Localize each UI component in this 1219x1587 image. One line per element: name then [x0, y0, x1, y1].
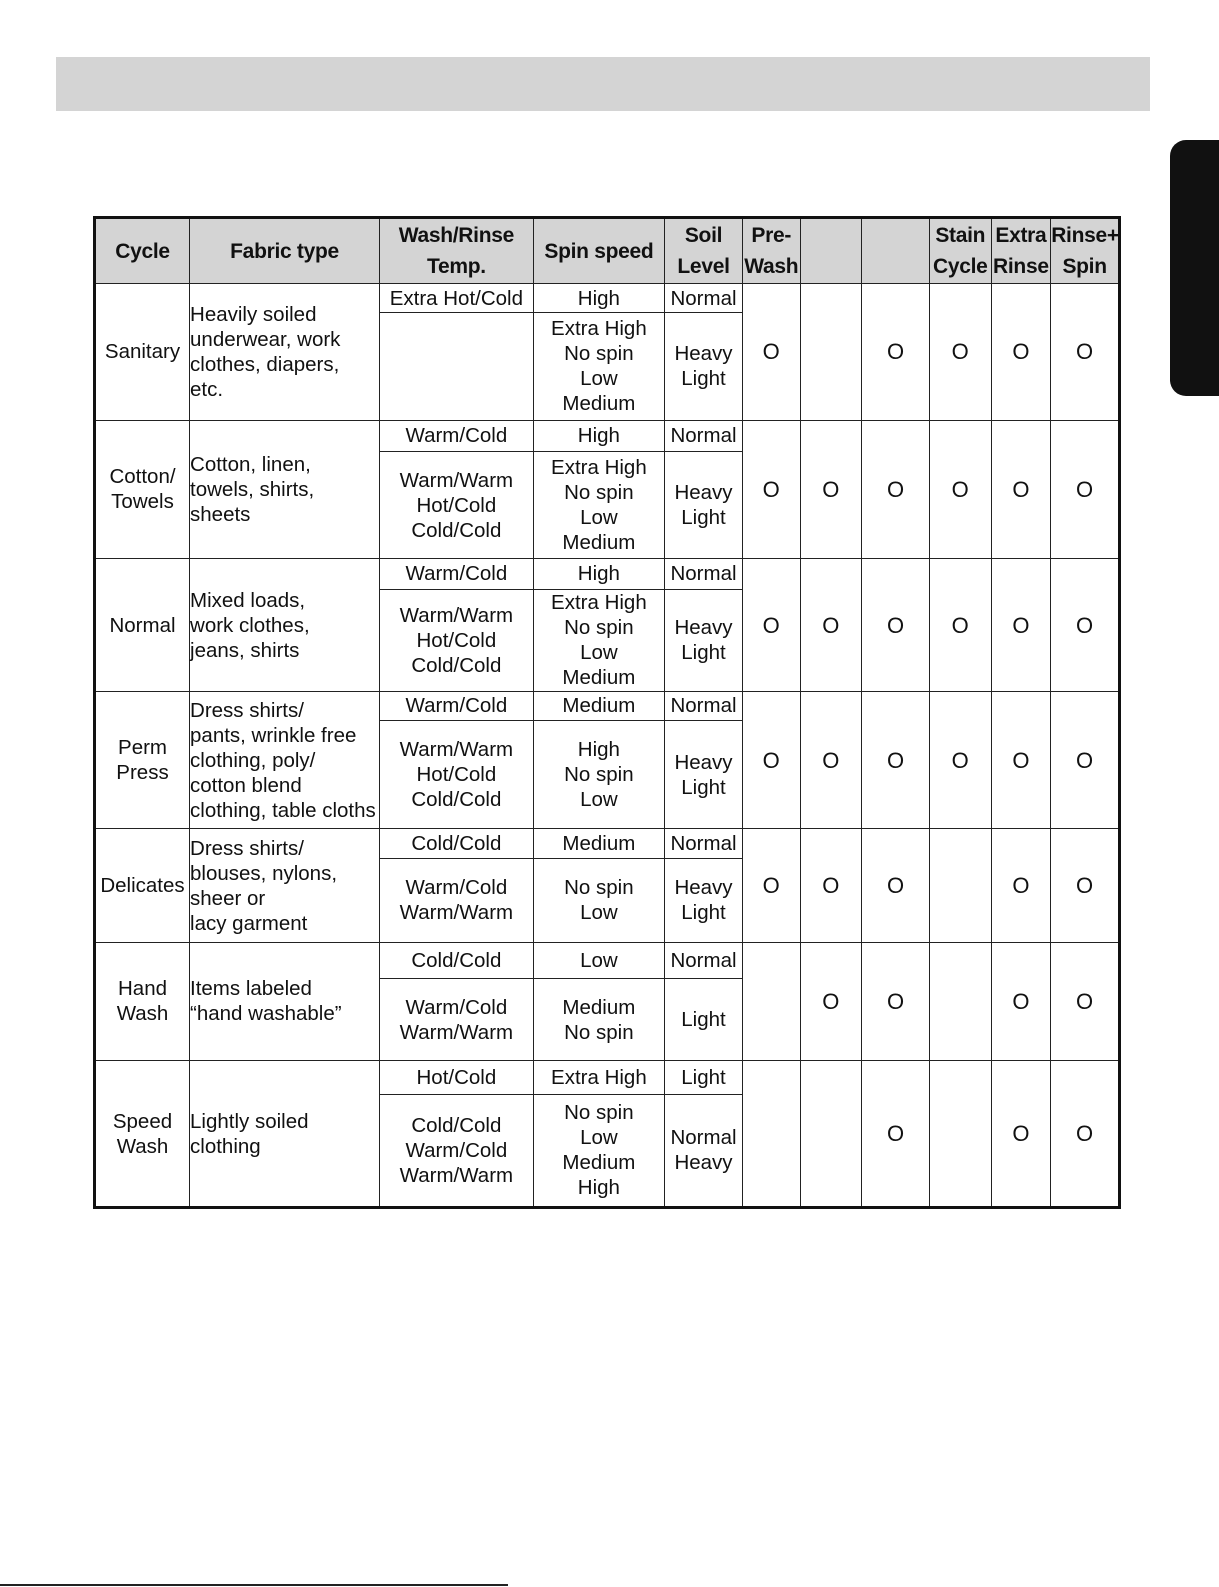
other-spins — [533, 451, 664, 558]
other-temp-line: Warm/Warm — [399, 1163, 514, 1187]
other-soil-line: Heavy — [674, 750, 733, 774]
option-prewash: O — [742, 559, 800, 692]
option-rinse-spin: O — [1051, 284, 1120, 421]
other-spin-line: No spin — [564, 481, 634, 505]
fabric-type-line: Cotton, linen, — [190, 452, 311, 476]
option-stain-cycle: O — [929, 284, 991, 421]
option-extra-rinse: O — [991, 559, 1051, 692]
fabric-type-line: Lightly soiled — [190, 1109, 309, 1133]
default-soil-line: Light — [681, 1065, 726, 1089]
other-spin-line: No spin — [564, 1101, 634, 1125]
default-spin-line: Medium — [562, 694, 636, 718]
option-extra-rinse: O — [991, 420, 1051, 559]
other-soil-line: Light — [681, 901, 726, 925]
other-temp-line: Warm/Cold — [405, 995, 508, 1019]
wash-cycle-table — [93, 216, 1121, 1209]
default-spin — [533, 942, 664, 978]
fabric-type-line: Heavily soiled — [190, 302, 317, 326]
fabric-type — [190, 691, 380, 829]
fabric-type-line: clothing — [190, 1134, 261, 1158]
header-wash-rinse-temp — [380, 218, 534, 284]
fabric-type-line: sheer or — [190, 886, 266, 910]
other-spin-line: Low — [580, 788, 618, 812]
other-spin-line: No spin — [564, 616, 634, 640]
header-rinse-spin-line: Rinse+ — [1051, 224, 1119, 247]
default-temp — [380, 1061, 534, 1094]
option-stain-cycle — [929, 1061, 991, 1208]
other-spin-line: High — [577, 738, 620, 762]
other-soil-line: Light — [681, 367, 726, 391]
other-spin-line: Medium — [562, 531, 636, 555]
default-spin-line: Extra High — [551, 1065, 647, 1089]
default-spin — [533, 1061, 664, 1094]
option-stain-cycle — [929, 942, 991, 1060]
other-soil-line: Heavy — [674, 342, 733, 366]
default-soil — [665, 284, 743, 313]
option-stain-cycle: O — [929, 420, 991, 559]
fabric-type-line: Dress shirts/ — [190, 836, 304, 860]
option-prewash: O — [742, 284, 800, 421]
option-option-a: O — [800, 829, 862, 942]
header-rinse-spin — [1051, 218, 1120, 284]
default-temp — [380, 691, 534, 720]
other-temp-line: Hot/Cold — [416, 493, 497, 517]
other-temp-line: Warm/Cold — [405, 876, 508, 900]
fabric-type-line: “hand washable” — [190, 1002, 342, 1026]
option-extra-rinse: O — [991, 691, 1051, 829]
default-temp-line: Warm/Cold — [405, 694, 508, 718]
cycle-name — [95, 559, 190, 692]
fabric-type-line: sheets — [190, 502, 251, 526]
cycle-name-line: Delicates — [100, 874, 185, 898]
cycle-name-line: Towels — [111, 490, 174, 514]
default-spin — [533, 829, 664, 858]
header-spin-speed: Spin speed — [533, 218, 664, 284]
other-spin-line: No spin — [564, 1020, 634, 1044]
other-spin-line: Extra High — [551, 317, 647, 341]
option-rinse-spin: O — [1051, 1061, 1120, 1208]
cycle-name — [95, 942, 190, 1060]
cycle-name-line: Sanitary — [104, 340, 181, 364]
cycle-name-line: Perm — [118, 736, 167, 760]
default-temp — [380, 420, 534, 451]
option-option-b: O — [862, 559, 930, 692]
option-option-a — [800, 284, 862, 421]
other-temp-line: Cold/Cold — [411, 1113, 502, 1137]
other-spins — [533, 858, 664, 942]
default-soil-line: Normal — [670, 286, 737, 310]
default-temp-line: Cold/Cold — [411, 948, 502, 972]
cycle-name — [95, 284, 190, 421]
cycle-name-line: Wash — [116, 1134, 169, 1158]
header-rinse-spin-line: Spin — [1062, 255, 1107, 278]
option-rinse-spin: O — [1051, 691, 1120, 829]
fabric-type — [190, 829, 380, 942]
cycle-name — [95, 420, 190, 559]
option-rinse-spin: O — [1051, 829, 1120, 942]
option-prewash: O — [742, 420, 800, 559]
option-extra-rinse: O — [991, 942, 1051, 1060]
other-temps — [380, 858, 534, 942]
default-soil-line: Normal — [670, 694, 737, 718]
other-spins — [533, 589, 664, 691]
header-prewash-line: Wash — [744, 255, 799, 278]
cycle-name-line: Wash — [116, 1002, 169, 1026]
header-temp-line: Temp. — [426, 255, 486, 278]
fabric-type-line: Mixed loads, — [190, 588, 306, 612]
cycle-name-line: Hand — [118, 977, 168, 1001]
fabric-type-line: jeans, shirts — [190, 638, 300, 662]
header-extra-rinse-line: Extra — [995, 224, 1047, 247]
fabric-type-line: work clothes, — [190, 613, 310, 637]
cycle-name — [95, 829, 190, 942]
other-spin-line: Medium — [562, 666, 636, 690]
option-prewash — [742, 1061, 800, 1208]
header-soil-level — [665, 218, 743, 284]
fabric-type-line: cotton blend — [190, 773, 302, 797]
other-spin-line: Medium — [562, 392, 636, 416]
other-spin-line: Low — [580, 367, 618, 391]
table-row — [95, 942, 1120, 978]
option-option-b: O — [862, 942, 930, 1060]
other-soil-line: Light — [681, 1008, 726, 1032]
option-option-a: O — [800, 420, 862, 559]
option-prewash — [742, 942, 800, 1060]
default-temp — [380, 559, 534, 589]
fabric-type-line: pants, wrinkle free — [190, 723, 357, 747]
option-rinse-spin: O — [1051, 942, 1120, 1060]
table-row — [95, 691, 1120, 720]
header-cycle: Cycle — [95, 218, 190, 284]
other-soils — [665, 979, 743, 1061]
other-spins — [533, 721, 664, 829]
default-temp-line: Extra Hot/Cold — [389, 286, 524, 310]
header-blank-option — [862, 218, 930, 284]
option-option-a — [800, 1061, 862, 1208]
option-extra-rinse: O — [991, 284, 1051, 421]
other-soil-line: Heavy — [674, 616, 733, 640]
other-spin-line: No spin — [564, 342, 634, 366]
option-stain-cycle: O — [929, 691, 991, 829]
other-temp-line: Warm/Cold — [405, 1138, 508, 1162]
other-soil-line: Light — [681, 775, 726, 799]
option-extra-rinse: O — [991, 829, 1051, 942]
header-stain-cycle — [929, 218, 991, 284]
other-temps — [380, 313, 534, 420]
default-spin — [533, 559, 664, 589]
fabric-type — [190, 559, 380, 692]
other-spin-line: Medium — [562, 995, 636, 1019]
other-spins — [533, 1094, 664, 1207]
table-row — [95, 1061, 1120, 1094]
other-temp-line: Cold/Cold — [411, 653, 502, 677]
default-soil-line: Normal — [670, 832, 737, 856]
default-spin-line: High — [577, 286, 620, 310]
fabric-type — [190, 942, 380, 1060]
fabric-type-line: Items labeled — [190, 977, 312, 1001]
option-prewash: O — [742, 691, 800, 829]
other-temp-line: Warm/Warm — [399, 738, 514, 762]
other-spins — [533, 313, 664, 420]
cycle-name-line: Press — [116, 761, 169, 785]
default-soil-line: Normal — [670, 424, 737, 448]
default-temp-line: Cold/Cold — [411, 832, 502, 856]
option-option-b: O — [862, 1061, 930, 1208]
other-temps — [380, 451, 534, 558]
other-spin-line: Low — [580, 901, 618, 925]
table-row — [95, 559, 1120, 589]
other-soil-line: Light — [681, 506, 726, 530]
default-soil — [665, 942, 743, 978]
other-temps — [380, 979, 534, 1061]
option-option-b: O — [862, 691, 930, 829]
other-soil-line: Light — [681, 641, 726, 665]
default-spin-line: Medium — [562, 832, 636, 856]
option-rinse-spin: O — [1051, 420, 1120, 559]
other-temp-line: Warm/Warm — [399, 1020, 514, 1044]
default-soil — [665, 420, 743, 451]
header-blank-option — [800, 218, 862, 284]
default-soil — [665, 691, 743, 720]
default-temp — [380, 829, 534, 858]
other-soils — [665, 858, 743, 942]
option-option-a: O — [800, 691, 862, 829]
cycle-name-line: Normal — [109, 613, 176, 637]
section-side-tab — [1170, 140, 1219, 396]
default-soil-line: Normal — [670, 948, 737, 972]
default-spin-line: High — [577, 424, 620, 448]
cycle-name-line: Speed — [112, 1109, 173, 1133]
default-temp-line: Warm/Cold — [405, 424, 508, 448]
default-spin — [533, 420, 664, 451]
option-extra-rinse: O — [991, 1061, 1051, 1208]
header-soil-line: Soil — [684, 224, 723, 247]
table-row — [95, 284, 1120, 313]
default-soil — [665, 1061, 743, 1094]
other-soils — [665, 313, 743, 420]
header-stain-line: Cycle — [932, 255, 988, 278]
cycle-name — [95, 691, 190, 829]
default-soil — [665, 829, 743, 858]
default-spin — [533, 691, 664, 720]
default-soil — [665, 559, 743, 589]
option-option-b: O — [862, 284, 930, 421]
fabric-type-line: clothing, table cloths — [190, 798, 376, 822]
other-temp-line: Warm/Warm — [399, 468, 514, 492]
option-option-a: O — [800, 942, 862, 1060]
other-spin-line: No spin — [564, 876, 634, 900]
header-stain-line: Stain — [935, 224, 986, 247]
other-soil-line: Normal — [670, 1126, 737, 1150]
header-temp-line: Wash/Rinse — [398, 224, 514, 247]
header-extra-rinse-line: Rinse — [993, 255, 1049, 278]
default-temp-line: Hot/Cold — [416, 1065, 497, 1089]
table-header-row — [95, 218, 1120, 284]
table-row — [95, 420, 1120, 451]
fabric-type — [190, 1061, 380, 1208]
fabric-type-line: towels, shirts, — [190, 477, 315, 501]
table-row — [95, 829, 1120, 858]
other-temps — [380, 721, 534, 829]
option-stain-cycle: O — [929, 559, 991, 692]
option-option-b: O — [862, 420, 930, 559]
other-spin-line: Medium — [562, 1151, 636, 1175]
other-spin-line: Low — [580, 506, 618, 530]
other-temps — [380, 589, 534, 691]
cycle-name-line: Cotton/ — [109, 465, 176, 489]
other-spin-line: Low — [580, 1126, 618, 1150]
fabric-type — [190, 284, 380, 421]
other-soil-line: Heavy — [674, 1151, 733, 1175]
other-spin-line: No spin — [564, 763, 634, 787]
other-spins — [533, 979, 664, 1061]
header-fabric-type: Fabric type — [190, 218, 380, 284]
other-temp-line: Cold/Cold — [411, 788, 502, 812]
default-spin-line: High — [577, 562, 620, 586]
option-option-a: O — [800, 559, 862, 692]
fabric-type-line: lacy garment — [190, 911, 308, 935]
fabric-type-line: blouses, nylons, — [190, 861, 338, 885]
header-prewash-line: Pre- — [751, 224, 792, 247]
option-option-b: O — [862, 829, 930, 942]
default-temp — [380, 942, 534, 978]
other-temp-line: Hot/Cold — [416, 763, 497, 787]
default-temp — [380, 284, 534, 313]
other-spin-line: Low — [580, 641, 618, 665]
option-rinse-spin: O — [1051, 559, 1120, 692]
other-soils — [665, 589, 743, 691]
other-temp-line: Hot/Cold — [416, 628, 497, 652]
fabric-type-line: underwear, work — [190, 327, 341, 351]
fabric-type-line: clothing, poly/ — [190, 748, 316, 772]
fabric-type — [190, 420, 380, 559]
other-temps — [380, 1094, 534, 1207]
other-temp-line: Cold/Cold — [411, 518, 502, 542]
cycle-name — [95, 1061, 190, 1208]
default-soil-line: Normal — [670, 562, 737, 586]
other-temp-line: Warm/Warm — [399, 901, 514, 925]
fabric-type-line: Dress shirts/ — [190, 698, 304, 722]
fabric-type-line: etc. — [190, 377, 224, 401]
page-footer-rule — [0, 1584, 508, 1586]
section-header-band — [56, 57, 1150, 111]
header-soil-line: Level — [677, 255, 730, 278]
default-spin — [533, 284, 664, 313]
other-spin-line: Extra High — [551, 456, 647, 480]
other-spin-line: High — [577, 1176, 620, 1200]
other-soil-line: Heavy — [674, 876, 733, 900]
other-soils — [665, 1094, 743, 1207]
option-prewash: O — [742, 829, 800, 942]
fabric-type-line: clothes, diapers, — [190, 352, 340, 376]
option-stain-cycle — [929, 829, 991, 942]
default-temp-line: Warm/Cold — [405, 562, 508, 586]
other-soils — [665, 721, 743, 829]
header-pre-wash — [742, 218, 800, 284]
default-spin-line: Low — [580, 948, 618, 972]
other-spin-line: Extra High — [551, 591, 647, 615]
other-soil-line: Heavy — [674, 481, 733, 505]
other-soils — [665, 451, 743, 558]
other-temp-line: Warm/Warm — [399, 603, 514, 627]
header-extra-rinse — [991, 218, 1051, 284]
